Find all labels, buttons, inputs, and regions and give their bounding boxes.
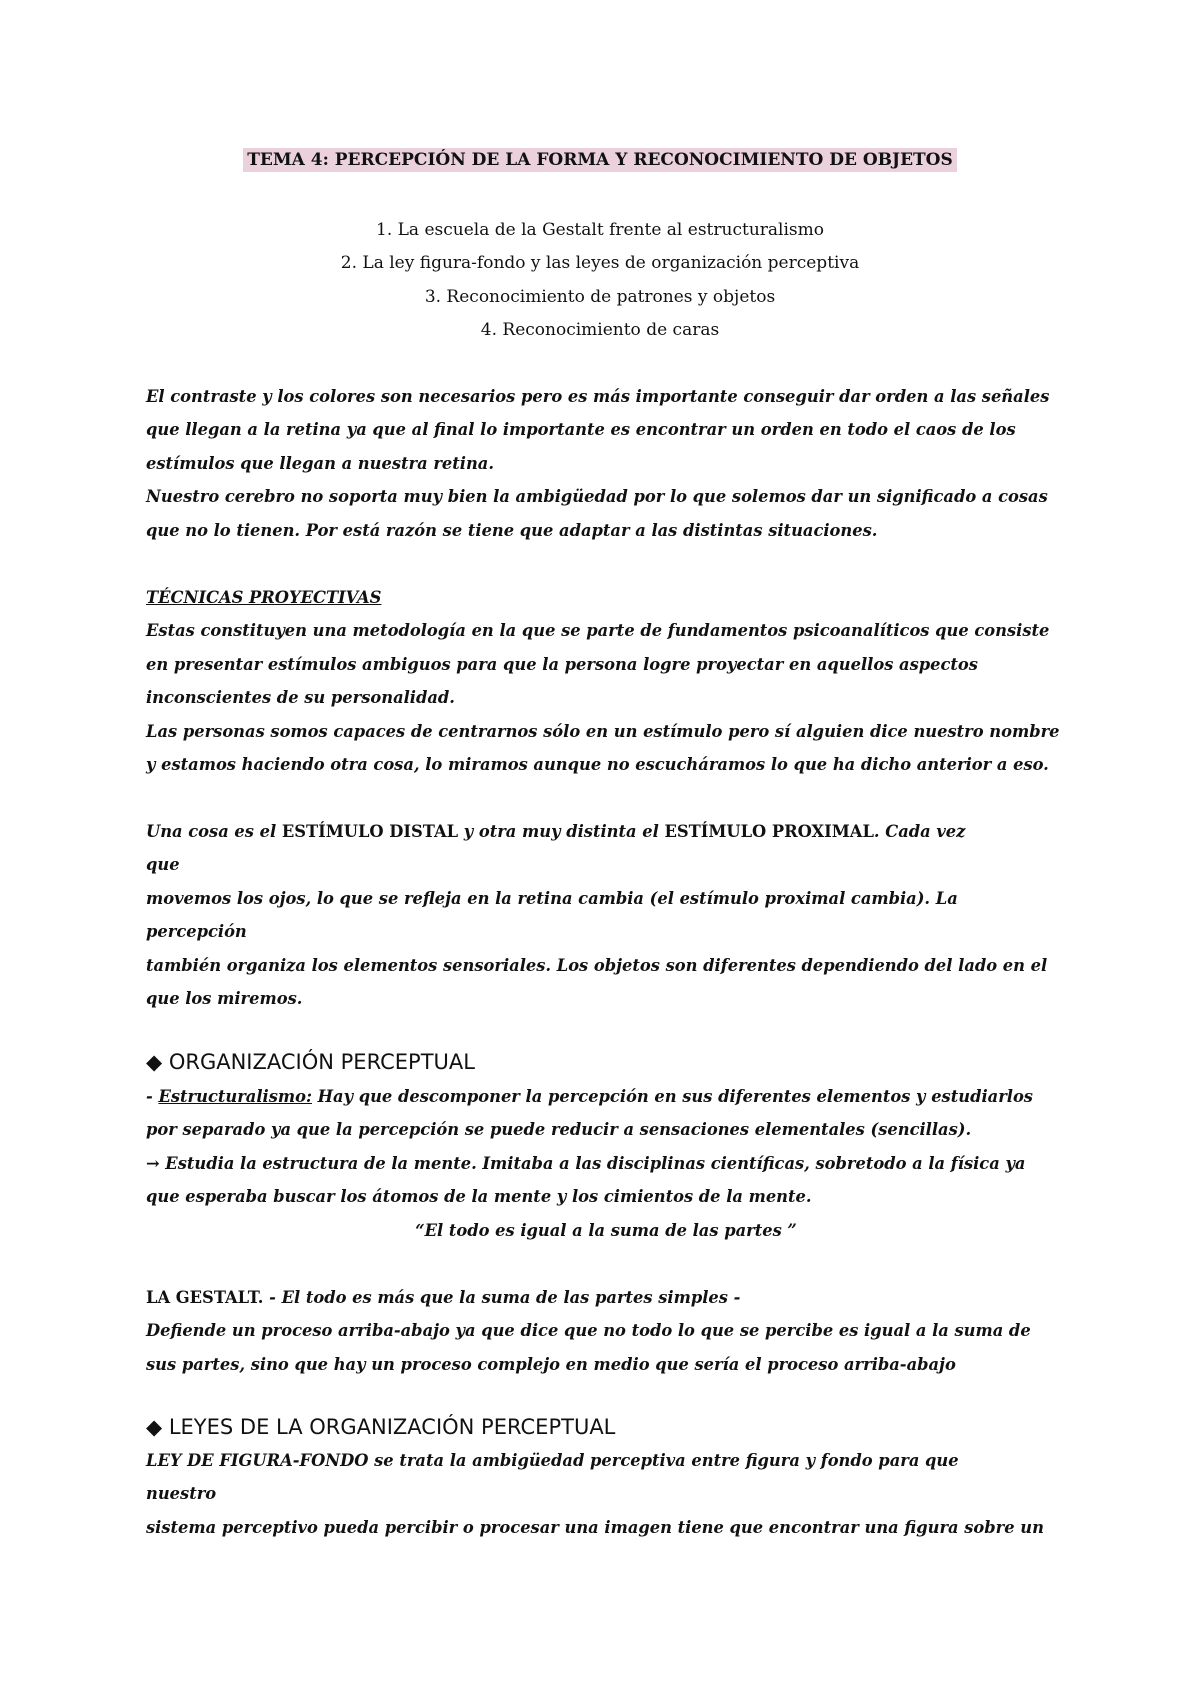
organizacion-heading: ◆ ORGANIZACIÓN PERCEPTUAL xyxy=(146,1050,475,1074)
intro-paragraph xyxy=(146,380,1066,547)
text-line: sus partes, sino que hay un proceso complejo en medio que sería el proceso arriba-abajo xyxy=(146,1354,956,1374)
text-line: El contraste y los colores son necesarios pero es más importante conseguir dar orden a las señales xyxy=(146,387,1050,406)
organizacion-section xyxy=(146,1080,1066,1247)
term-distal: ESTÍMULO DISTAL xyxy=(281,822,459,841)
leyes-section xyxy=(146,1444,1066,1544)
text-line: Las personas somos capaces de centrarnos sólo en un estímulo pero sí alguien dice nuestro nombre xyxy=(146,721,1060,741)
quote-line: “El todo es igual a la suma de las partes ” xyxy=(415,1220,797,1240)
text-line: → Estudia la estructura de la mente. Imitaba a las disciplinas científicas, sobretodo a la física ya xyxy=(146,1153,1026,1173)
text-line: que llegan a la retina ya que al final lo importante es encontrar un orden en todo el caos de los xyxy=(146,420,1016,440)
estimulo-paragraph xyxy=(146,815,1066,1015)
text-line: Defiende un proceso arriba-abajo ya que dice que no todo lo que se percibe es igual a la suma de xyxy=(146,1321,1031,1341)
text-run: Una cosa es el xyxy=(146,822,282,841)
text-run: Hay que descomponer la percepción en sus diferentes elementos y estudiarlos xyxy=(311,1087,1033,1106)
text-line: por separado ya que la percepción se puede reducir a sensaciones elementales (sencillas). xyxy=(146,1120,972,1140)
page-title xyxy=(0,146,1200,174)
text-run: - xyxy=(146,1087,159,1106)
text-line: percepción xyxy=(146,922,247,942)
toc-item: 3. Reconocimiento de patrones y objetos xyxy=(424,286,776,307)
text-line xyxy=(146,1080,1066,1113)
table-of-contents xyxy=(0,214,1200,348)
text-line xyxy=(146,1281,1066,1314)
title-highlight: TEMA 4: PERCEPCIÓN DE LA FORMA Y RECONOCIMIENTO DE OBJETOS xyxy=(243,148,957,172)
text-run: y otra muy distinta el xyxy=(458,822,665,841)
leyes-heading: ◆ LEYES DE LA ORGANIZACIÓN PERCEPTUAL xyxy=(146,1415,616,1439)
text-line: que no lo tienen. Por está razón se tiene que adaptar a las distintas situaciones. xyxy=(146,520,878,540)
text-line: que los miremos. xyxy=(146,989,303,1009)
text-run: . Cada vez xyxy=(873,822,966,841)
tecnicas-heading: TÉCNICAS PROYECTIVAS xyxy=(146,588,382,607)
toc-item: 4. Reconocimiento de caras xyxy=(480,320,720,341)
text-line: Nuestro cerebro no soporta muy bien la ambigüedad por lo que solemos dar un significado a cosas xyxy=(146,487,1048,507)
estructuralismo-term: Estructuralismo: xyxy=(158,1087,312,1106)
gestalt-section xyxy=(146,1281,1066,1381)
text-line: inconscientes de su personalidad. xyxy=(146,688,455,708)
text-line: también organiza los elementos sensoriales. Los objetos son diferentes dependiendo del lado en el xyxy=(146,955,1048,975)
text-line: que esperaba buscar los átomos de la mente y los cimientos de la mente. xyxy=(146,1187,812,1207)
toc-item: 2. La ley figura-fondo y las leyes de organización perceptiva xyxy=(340,253,860,274)
tecnicas-section xyxy=(146,581,1066,781)
text-line xyxy=(146,815,1066,848)
text-line: nuestro xyxy=(146,1484,217,1504)
text-line: estímulos que llegan a nuestra retina. xyxy=(146,453,495,473)
text-line: y estamos haciendo otra cosa, lo miramos aunque no escucháramos lo que ha dicho anterior a eso. xyxy=(146,755,1049,775)
toc-item: 1. La escuela de la Gestalt frente al estructuralismo xyxy=(376,220,824,240)
text-line: en presentar estímulos ambiguos para que la persona logre proyectar en aquellos aspectos xyxy=(146,654,978,674)
text-line: sistema perceptivo pueda percibir o procesar una imagen tiene que encontrar una figura sobre un xyxy=(146,1517,1044,1537)
text-run: - El todo es más que la suma de las partes simples - xyxy=(263,1288,741,1307)
term-proximal: ESTÍMULO PROXIMAL xyxy=(664,822,874,841)
gestalt-label: LA GESTALT. xyxy=(146,1288,264,1307)
text-line: LEY DE FIGURA-FONDO se trata la ambigüedad perceptiva entre figura y fondo para que xyxy=(146,1451,959,1470)
text-line: movemos los ojos, lo que se refleja en la retina cambia (el estímulo proximal cambia). La xyxy=(146,888,958,908)
text-line: Estas constituyen una metodología en la que se parte de fundamentos psicoanalíticos que consiste xyxy=(146,621,1050,641)
section-heading xyxy=(146,581,1066,614)
text-line: que xyxy=(146,855,180,875)
